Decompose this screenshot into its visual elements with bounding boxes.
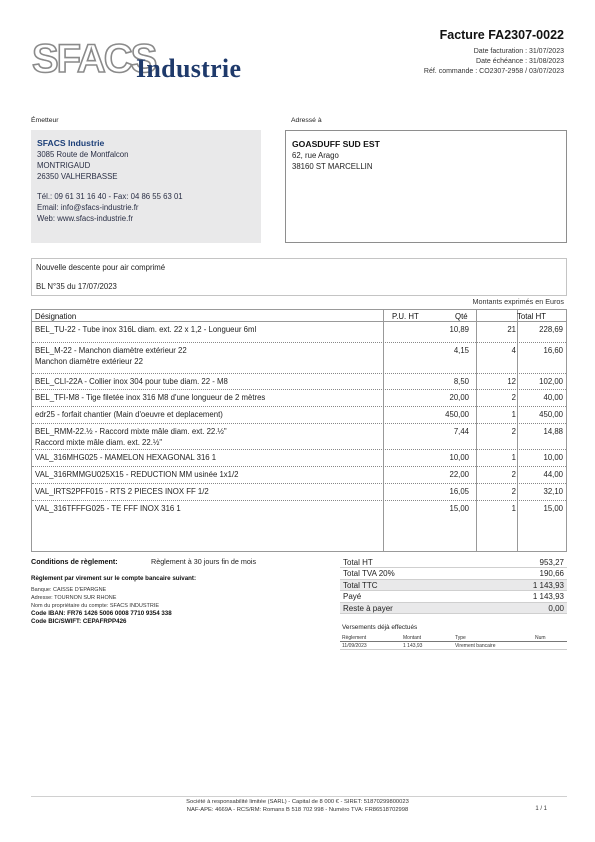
payments-title: Versements déjà effectués	[342, 624, 418, 631]
header-pu: P.U. HT	[392, 312, 419, 321]
total-ttc-row: Total TTC 1 143,93	[340, 580, 567, 591]
payments-table	[340, 634, 567, 650]
table-row: edr25 - forfait chantier (Main d'oeuvre et deplacement) 450,00 1 450,00	[32, 407, 566, 424]
bank-transfer-title: Règlement par virement sur le compte bancaire suivant:	[31, 575, 197, 582]
ref-commande: Réf. commande : CO2307-2958 / 03/07/2023	[423, 68, 564, 75]
table-row: VAL_316MHG025 - MAMELON HEXAGONAL 316 1 10,00 1 10,00	[32, 450, 566, 467]
emitter-email: Email: info@sfacs-industrie.fr	[37, 202, 139, 212]
emitter-web: Web: www.sfacs-industrie.fr	[37, 214, 134, 224]
recipient-address-2: 38160 ST MARCELLIN	[292, 162, 373, 172]
table-row: VAL_316RMMGU025X15 - REDUCTION MM usinée 1x1/2 22,00 2 44,00	[32, 467, 566, 484]
invoice-title: Facture FA2307-0022	[439, 28, 564, 42]
account-owner: Nom du propriétaire du compte: SFACS INDUSTRIE	[31, 603, 160, 609]
emitter-address-3: 26350 VALHERBASSE	[37, 172, 118, 182]
total-tva-row: Total TVA 20% 190,66	[340, 568, 567, 579]
paid-row: Payé 1 143,93	[340, 591, 567, 602]
total-ht-row: Total HT 953,27	[340, 557, 567, 568]
note-line-1: Nouvelle descente pour air comprimé	[36, 263, 166, 272]
svg-text:SFACS: SFACS	[32, 37, 156, 81]
emitter-address-1: 3085 Route de Montfalcon	[37, 150, 129, 159]
emitter-box	[31, 130, 261, 243]
footer-divider	[31, 796, 567, 797]
items-header-row	[32, 310, 566, 322]
emitter-label: Émetteur	[31, 117, 59, 124]
header-qte: Qté	[455, 312, 468, 321]
bank-name: Banque: CAISSE D'EPARGNE	[31, 587, 107, 593]
items-table	[31, 309, 567, 552]
emitter-name: SFACS Industrie	[37, 138, 105, 148]
recipient-name: GOASDUFF SUD EST	[292, 139, 380, 149]
page-number: 1 / 1	[535, 806, 547, 812]
company-logo	[32, 36, 292, 82]
payments-header-row: Règlement Montant Type Num	[340, 634, 567, 642]
currency-note: Montants exprimés en Euros	[472, 297, 564, 306]
table-row: VAL_IRTS2PFF015 - RTS 2 PIECES INOX FF 1/2 16,05 2 32,10	[32, 484, 566, 501]
recipient-box	[285, 130, 567, 243]
payment-row: 11/09/2023 1 143,93 Virement bancaire	[340, 642, 567, 650]
recipient-label: Adressé à	[291, 117, 322, 124]
payment-conditions-label: Conditions de règlement:	[31, 557, 118, 566]
logo-wordmark: Industrie	[136, 54, 242, 83]
payment-conditions-value: Règlement à 30 jours fin de mois	[151, 557, 257, 566]
note-line-2: BL N°35 du 17/07/2023	[36, 282, 117, 291]
header-designation: Désignation	[35, 312, 77, 321]
header-total: Total HT	[517, 312, 547, 321]
table-row: BEL_M-22 - Manchon diamètre extérieur 22 Manchon diamètre extérieur 22 4,15 4 16,60	[32, 343, 566, 374]
recipient-address-1: 62, rue Arago	[292, 151, 339, 160]
table-row: BEL_TU-22 - Tube inox 316L diam. ext. 22 x 1,2 - Longueur 6ml 10,89 21 228,69	[32, 322, 566, 343]
note-box	[31, 258, 567, 296]
emitter-phone-fax: Tél.: 09 61 31 16 40 - Fax: 04 86 55 63 01	[37, 191, 183, 201]
sfacs-logo-mark	[32, 36, 156, 82]
bank-address: Adresse: TOURNON SUR RHONE	[31, 595, 117, 601]
table-row: BEL_CLI-22A - Collier inox 304 pour tube diam. 22 - M8 8,50 12 102,00	[32, 374, 566, 390]
table-row: BEL_TFI-M8 - Tige filetée inox 316 M8 d'une longueur de 2 mètres 20,00 2 40,00	[32, 390, 566, 407]
table-row: BEL_RMM-22.½ - Raccord mixte mâle diam. ext. 22.½" Raccord mixte mâle diam. ext. 22.½" 7,44 2 14,88	[32, 424, 566, 450]
iban: Code IBAN: FR76 1426 5006 0008 7710 9354 338	[31, 610, 172, 617]
table-row: VAL_316TFFFG025 - TE FFF INOX 316 1 15,00 1 15,00	[35, 504, 563, 513]
footer-line-2: NAF-APE: 4669A - RCS/RM: Romans B 518 702 998 - Numéro TVA: FR86518702998	[186, 807, 409, 813]
totals-block	[340, 557, 567, 614]
date-facturation: Date facturation : 31/07/2023	[473, 48, 564, 55]
date-echeance: Date échéance : 31/08/2023	[476, 58, 564, 65]
remaining-row: Reste à payer 0,00	[340, 603, 567, 614]
emitter-address-2: MONTRIGAUD	[37, 161, 91, 171]
bic-swift: Code BIC/SWIFT: CEPAFRPP426	[31, 618, 127, 625]
footer-line-1: Société à responsabilité limitée (SARL) - Capital de 8 000 € - SIRET: 51870299800023	[186, 799, 409, 805]
